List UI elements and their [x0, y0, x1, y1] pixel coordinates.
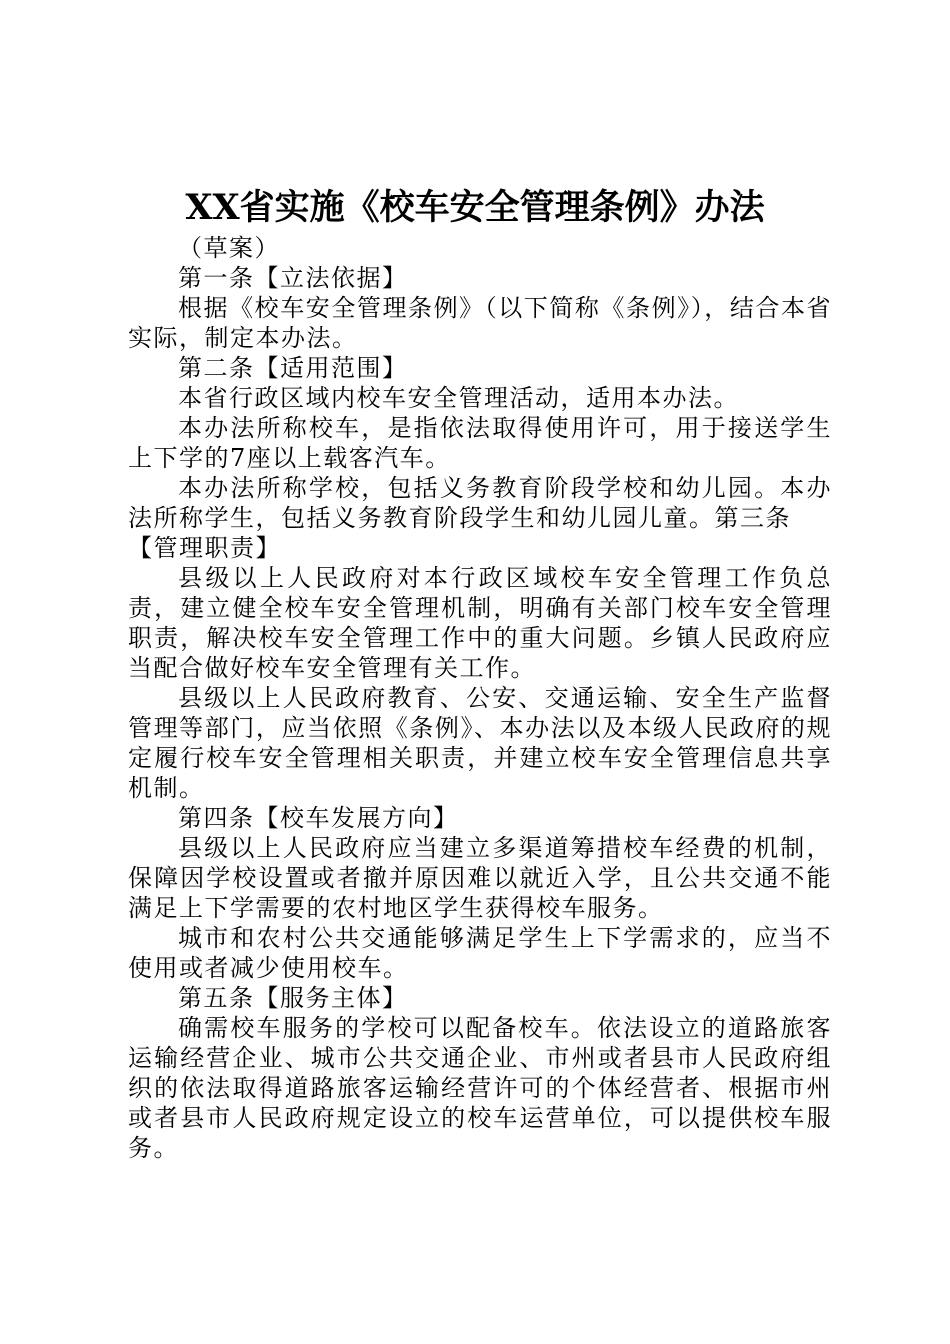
article-2-paragraph: 本办法所称学校，包括义务教育阶段学校和幼儿园。本办法所称学生，包括义务教育阶段学生和幼儿园儿童。第三条 [128, 474, 832, 532]
article-4-paragraph: 县级以上人民政府应当建立多渠道筹措校车经费的机制，保障因学校设置或者撤并原因难以就近入学，且公共交通不能满足上下学需要的农村地区学生获得校车服务。 [128, 834, 832, 922]
draft-label: （草案） [178, 234, 280, 262]
article-4-paragraph: 城市和农村公共交通能够满足学生上下学需求的，应当不使用或者减少使用校车。 [128, 924, 832, 982]
document-body [128, 233, 832, 1163]
article-3-heading: 【管理职责】 [128, 534, 281, 562]
article-1-heading: 第一条【立法依据】 [178, 264, 408, 292]
article-4-heading: 第四条【校车发展方向】 [178, 804, 459, 832]
article-5-heading: 第五条【服务主体】 [178, 984, 408, 1012]
article-2-heading: 第二条【适用范围】 [178, 354, 408, 382]
article-3-paragraph: 县级以上人民政府对本行政区域校车安全管理工作负总责，建立健全校车安全管理机制，明确有关部门校车安全管理职责，解决校车安全管理工作中的重大问题。乡镇人民政府应当配合做好校车安全管理有关工作。 [128, 564, 832, 682]
article-1-paragraph: 根据《校车安全管理条例》（以下简称《条例》），结合本省实际，制定本办法。 [128, 294, 832, 352]
article-2-paragraph: 本省行政区域内校车安全管理活动，适用本办法。 [178, 384, 739, 412]
document-title: XX省实施《校车安全管理条例》办法 [185, 187, 765, 228]
article-3-paragraph: 县级以上人民政府教育、公安、交通运输、安全生产监督管理等部门，应当依照《条例》、本办法以及本级人民政府的规定履行校车安全管理相关职责，并建立校车安全管理信息共享机制。 [128, 684, 832, 802]
article-2-paragraph: 本办法所称校车，是指依法取得使用许可，用于接送学生上下学的7座以上载客汽车。 [128, 414, 832, 472]
article-5-paragraph: 确需校车服务的学校可以配备校车。依法设立的道路旅客运输经营企业、城市公共交通企业、市州或者县市人民政府组织的依法取得道路旅客运输经营许可的个体经营者、根据市州或者县市人民政府规定设立的校车运营单位，可以提供校车服务。 [128, 1014, 832, 1162]
